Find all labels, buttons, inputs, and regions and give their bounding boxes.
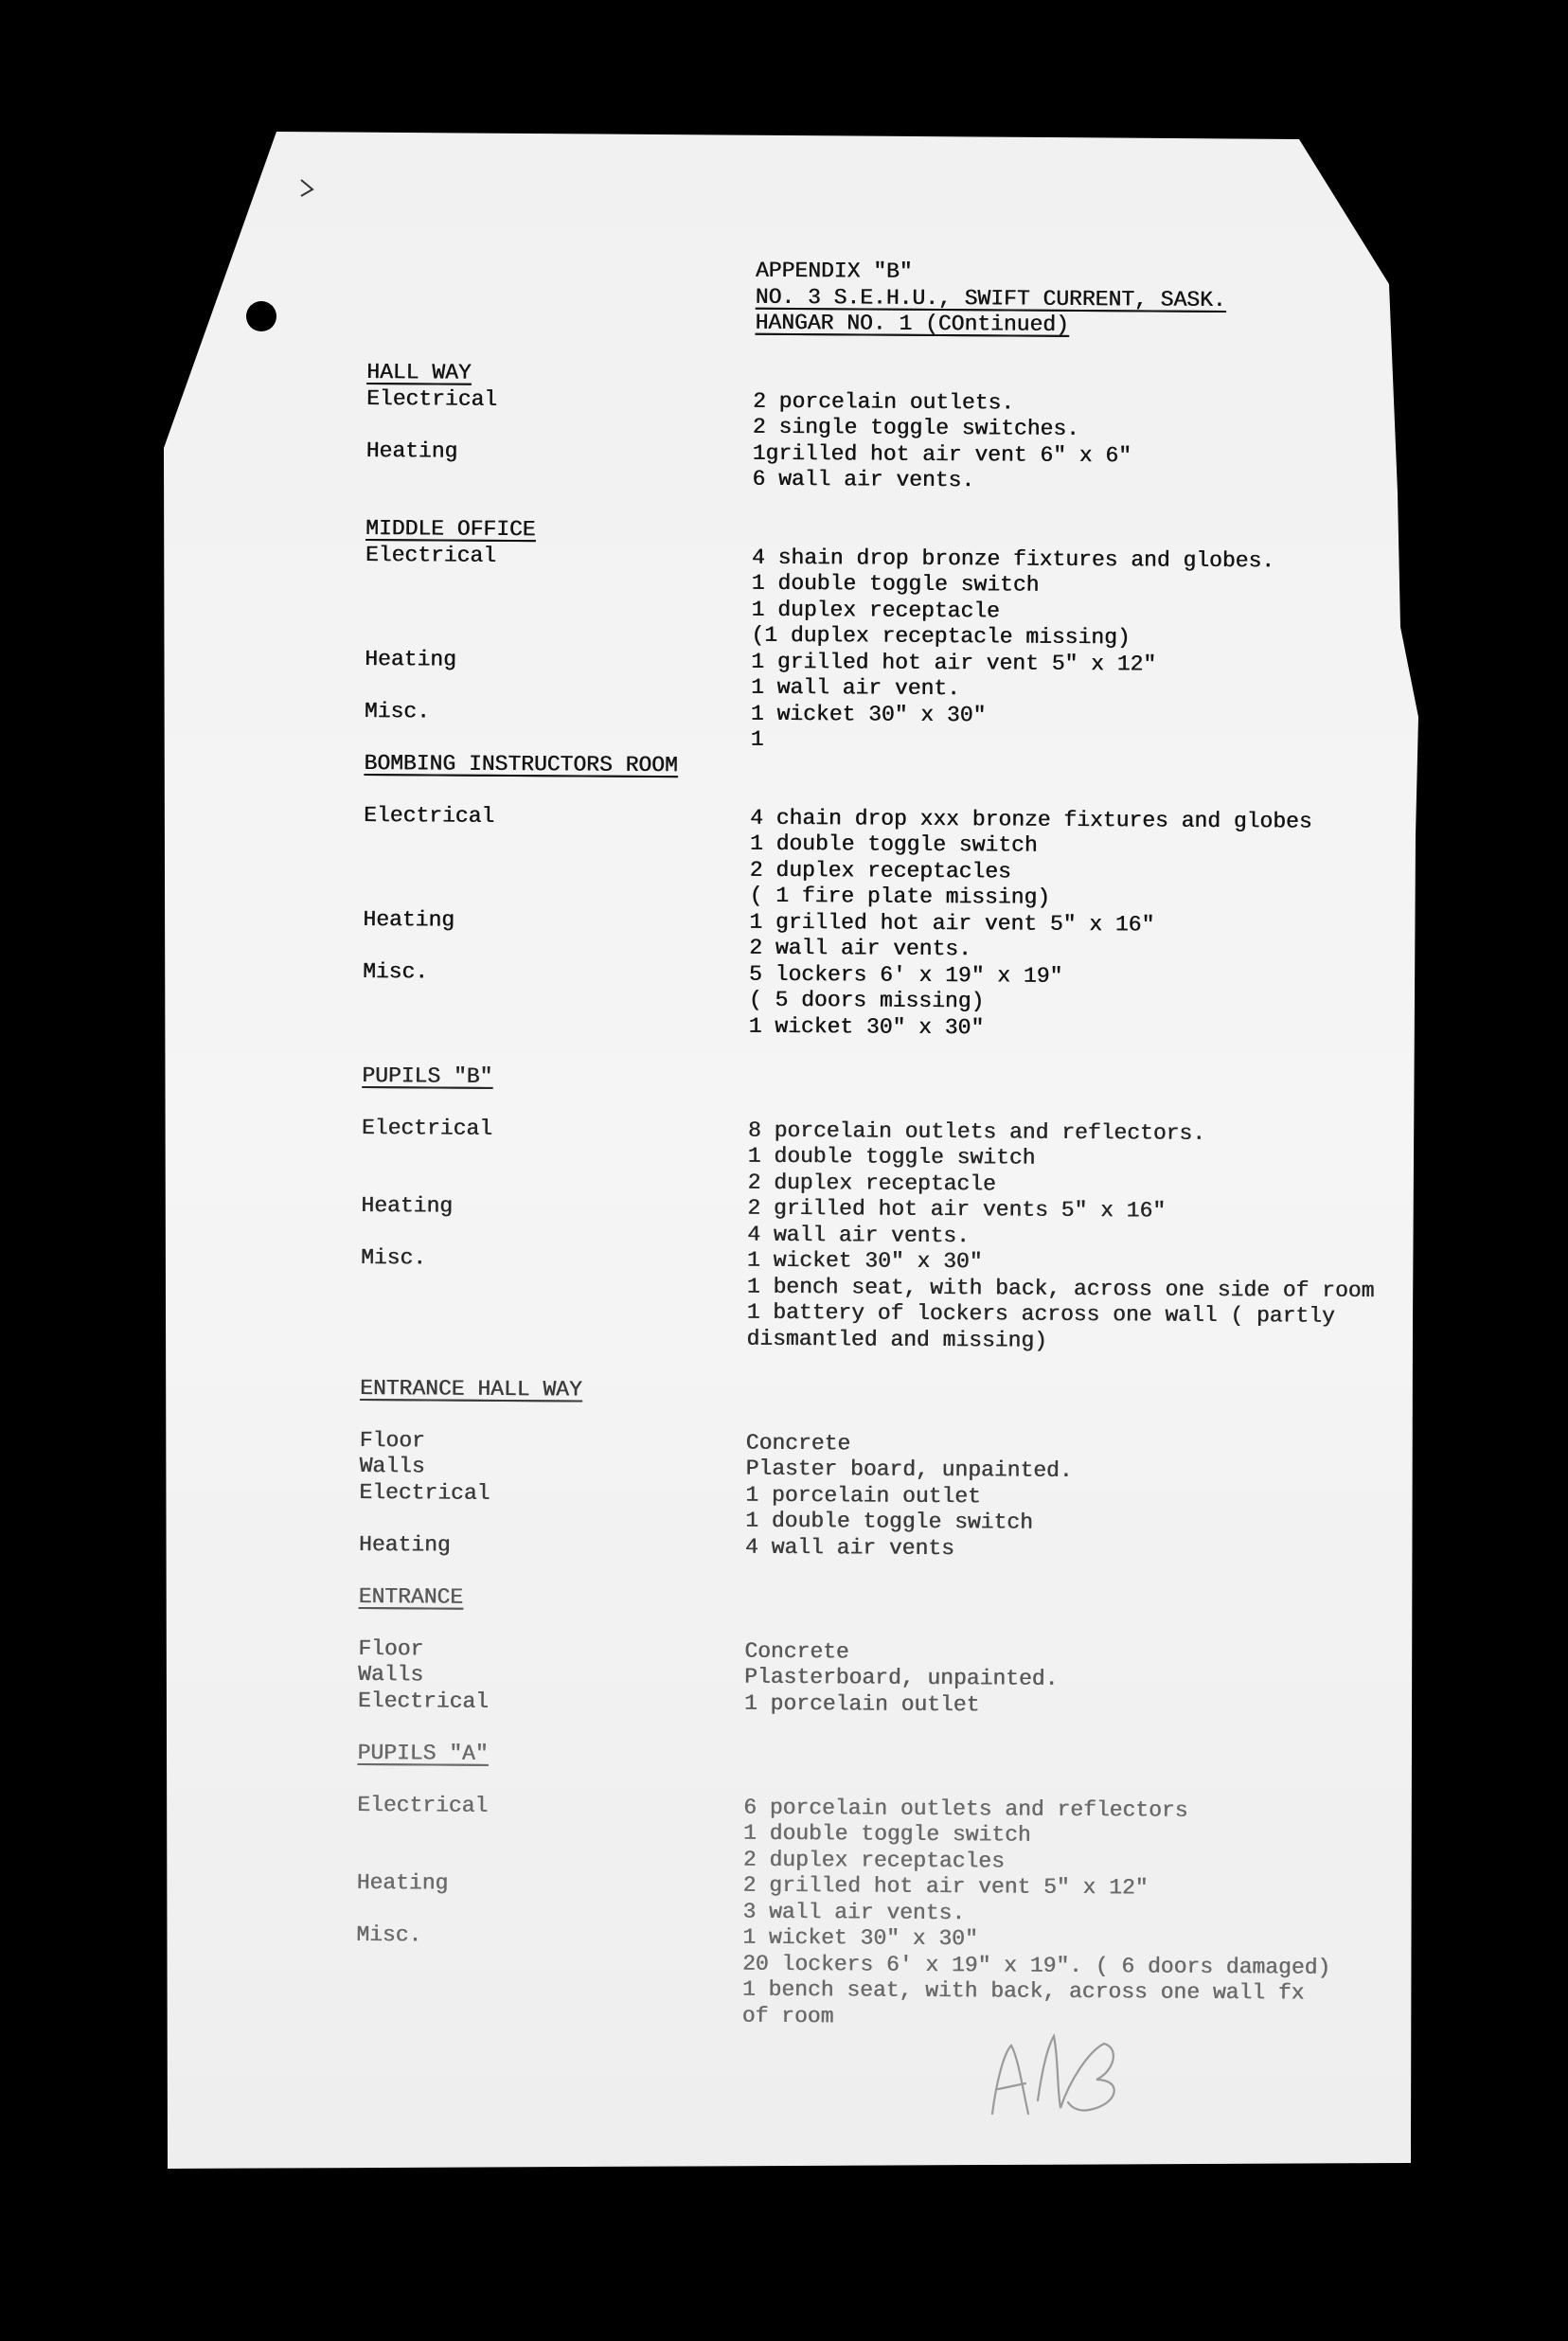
- category-label: Floor: [359, 1427, 425, 1453]
- category-label: Misc.: [362, 958, 429, 984]
- section-heading-entrance: ENTRANCE: [358, 1583, 464, 1610]
- entry-text: 1 double toggle switch: [742, 1820, 1031, 1848]
- entry-text: 6 porcelain outlets and reflectors: [743, 1795, 1188, 1823]
- entry-text: Concrete: [744, 1638, 849, 1664]
- entry-text: 2 porcelain outlets.: [752, 388, 1015, 416]
- category-label: Electrical: [361, 1115, 493, 1141]
- section-heading-hall-way: HALL WAY: [366, 359, 472, 385]
- entry-text: 8 porcelain outlets and reflectors.: [747, 1117, 1206, 1146]
- entry-text: 4 chain drop xxx bronze fixtures and globes: [749, 805, 1312, 834]
- entry-text: (1 duplex receptacle missing): [751, 622, 1131, 651]
- category-label: Misc.: [356, 1921, 422, 1948]
- entry-text: 2 wall air vents.: [749, 935, 971, 962]
- category-label: Misc.: [364, 698, 430, 724]
- entry-text: 1grilled hot air vent 6" x 6": [752, 440, 1131, 468]
- entry-text: Plaster board, unpainted.: [745, 1456, 1073, 1483]
- entry-text: 1: [750, 726, 764, 752]
- category-label: Walls: [357, 1661, 424, 1688]
- entry-text: 1 double toggle switch: [747, 1143, 1036, 1170]
- entry-text: 1 battery of lockers across one wall ( partly: [746, 1299, 1335, 1329]
- category-label: Electrical: [365, 542, 497, 568]
- category-label: Floor: [358, 1635, 424, 1661]
- entry-text: 1 double toggle switch: [751, 570, 1040, 598]
- entry-text: ( 5 doors missing): [748, 987, 985, 1014]
- entry-text: Plasterboard, unpainted.: [743, 1664, 1059, 1691]
- entry-text: 3 wall air vents.: [742, 1899, 966, 1925]
- entry-text: 4 wall air vents.: [747, 1222, 970, 1248]
- entry-text: 1 porcelain outlet: [745, 1482, 981, 1509]
- entry-text: 4 shain drop bronze fixtures and globes.: [751, 545, 1275, 573]
- hangar-line: HANGAR NO. 1 (COntinued): [755, 310, 1069, 337]
- entry-text: 1 bench seat, with back, across one side of room: [746, 1274, 1375, 1303]
- entry-text: 5 lockers 6' x 19" x 19": [748, 961, 1063, 989]
- entry-text: 1 bench seat, with back, across one wall fx: [741, 1976, 1305, 2006]
- entry-text: 6 wall air vents.: [752, 466, 975, 493]
- entry-text: 1 wicket 30" x 30": [746, 1247, 983, 1275]
- category-label: Electrical: [363, 802, 495, 829]
- section-heading-entrance-hall-way: ENTRANCE HALL WAY: [359, 1375, 582, 1403]
- category-label: Misc.: [360, 1244, 427, 1271]
- category-label: Heating: [365, 646, 456, 672]
- entry-text: Concrete: [745, 1430, 851, 1456]
- section-heading-middle-office: MIDDLE OFFICE: [365, 515, 536, 543]
- category-label: Heating: [358, 1531, 451, 1558]
- entry-text: 2 grilled hot air vent 5" x 12": [742, 1872, 1149, 1901]
- punch-hole: [246, 301, 276, 331]
- entry-text: 1 wicket 30" x 30": [748, 1013, 985, 1040]
- unit-location-line: NO. 3 S.E.H.U., SWIFT CURRENT, SASK.: [755, 284, 1226, 313]
- entry-text: 1 wicket 30" x 30": [742, 1924, 978, 1952]
- entry-text: 1 porcelain outlet: [743, 1690, 980, 1717]
- entry-text: 2 duplex receptacle: [747, 1170, 996, 1196]
- section-heading-bombing-instructors-room: BOMBING INSTRUCTORS ROOM: [364, 750, 678, 777]
- entry-text: 1 double toggle switch: [749, 831, 1038, 858]
- entry-text: 2 duplex receptacles: [742, 1847, 1005, 1873]
- entry-text: of room: [741, 2003, 834, 2028]
- category-label: Heating: [363, 906, 455, 933]
- category-label: Electrical: [357, 1792, 489, 1818]
- entry-text: 1 wicket 30" x 30": [750, 701, 987, 727]
- entry-text: 1 duplex receptacle: [751, 597, 1000, 623]
- entry-text: 1 grilled hot air vent 5" x 16": [749, 909, 1155, 938]
- entry-text: 1 double toggle switch: [745, 1508, 1033, 1535]
- section-heading-pupils-b: PUPILS "B": [362, 1063, 493, 1089]
- category-label: Electrical: [365, 385, 498, 412]
- category-label: Heating: [365, 438, 458, 464]
- typed-document: [356, 256, 1409, 2033]
- entry-text: 2 single toggle switches.: [752, 414, 1079, 441]
- category-label: Electrical: [357, 1688, 489, 1714]
- entry-text: 1 wall air vent.: [750, 674, 960, 702]
- entry-text: 4 wall air vents: [744, 1534, 954, 1561]
- entry-text: dismantled and missing): [746, 1326, 1047, 1353]
- category-label: Electrical: [359, 1479, 490, 1506]
- entry-text: 1 grilled hot air vent 5" x 12": [751, 649, 1157, 677]
- category-label: Heating: [356, 1869, 449, 1896]
- section-heading-pupils-a: PUPILS "A": [357, 1740, 489, 1766]
- entry-text: 20 lockers 6' x 19" x 19". ( 6 doors damaged): [741, 1951, 1331, 1980]
- category-label: Heating: [361, 1192, 454, 1219]
- entry-text: ( 1 fire plate missing): [749, 883, 1051, 910]
- appendix-title: APPENDIX "B": [755, 258, 913, 284]
- entry-text: 2 duplex receptacles: [749, 857, 1011, 885]
- entry-text: 2 grilled hot air vents 5" x 16": [747, 1195, 1167, 1224]
- category-label: Walls: [359, 1453, 425, 1479]
